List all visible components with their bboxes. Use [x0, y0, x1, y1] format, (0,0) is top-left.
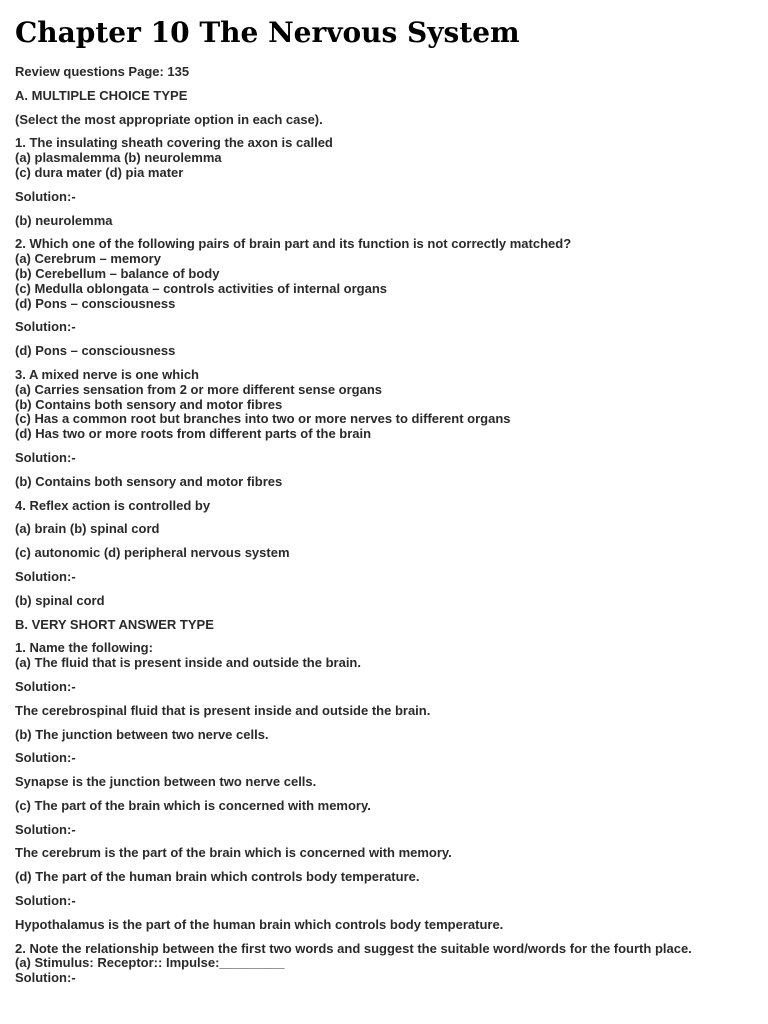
paragraph: [15, 704, 753, 719]
text-line: A. MULTIPLE CHOICE TYPE: [15, 87, 188, 103]
text-line: Solution:-: [15, 319, 76, 335]
paragraph: [15, 65, 753, 80]
paragraph: [15, 522, 753, 537]
text-line: (c) Medulla oblongata – controls activities of internal organs: [15, 280, 388, 296]
text-line: Solution:-: [15, 568, 76, 584]
text-line: (d) Pons – consciousness: [15, 295, 176, 311]
text-line: Solution:-: [15, 188, 76, 204]
text-line: The cerebrum is the part of the brain which is concerned with memory.: [15, 845, 452, 861]
paragraph: [15, 680, 753, 695]
document-body: [15, 65, 753, 986]
text-line: (a) brain (b) spinal cord: [15, 521, 160, 537]
text-line: 1. Name the following:: [15, 640, 153, 656]
text-line: 3. A mixed nerve is one which: [15, 366, 199, 382]
paragraph: [15, 451, 753, 466]
text-line: (a) Cerebrum – memory: [15, 251, 161, 267]
text-line: (b) Contains both sensory and motor fibres: [15, 396, 283, 412]
paragraph: [15, 320, 753, 335]
paragraph: [15, 918, 753, 933]
paragraph: [15, 775, 753, 790]
text-line: (d) Has two or more roots from different parts of the brain: [15, 426, 372, 442]
paragraph: [15, 823, 753, 838]
text-line: Solution:-: [15, 750, 76, 766]
paragraph: [15, 368, 753, 442]
text-line: Review questions Page: 135: [15, 64, 190, 79]
text-line: (a) The fluid that is present inside and outside the brain.: [15, 655, 361, 671]
text-line: (b) The junction between two nerve cells.: [15, 726, 269, 742]
text-line: (Select the most appropriate option in each case).: [15, 111, 323, 127]
chapter-title: Chapter 10 The Nervous System: [15, 16, 520, 49]
text-line: (d) The part of the human brain which controls body temperature.: [15, 869, 420, 885]
paragraph: [15, 846, 753, 861]
paragraph: [15, 136, 753, 180]
text-line: Solution:-: [15, 821, 76, 837]
text-line: (c) The part of the brain which is concerned with memory.: [15, 797, 371, 813]
paragraph: [15, 870, 753, 885]
paragraph: [15, 237, 753, 311]
text-line: (b) spinal cord: [15, 592, 105, 608]
paragraph: [15, 190, 753, 205]
text-line: Solution:-: [15, 678, 76, 694]
text-line: Synapse is the junction between two nerve cells.: [15, 774, 317, 790]
text-line: 1. The insulating sheath covering the axon is called: [15, 135, 333, 151]
document-page: [15, 14, 753, 986]
text-line: Solution:-: [15, 449, 76, 465]
paragraph: [15, 942, 753, 986]
text-line: (b) Cerebellum – balance of body: [15, 265, 220, 281]
paragraph: [15, 344, 753, 359]
paragraph: [15, 546, 753, 561]
paragraph: [15, 728, 753, 743]
text-line: 4. Reflex action is controlled by: [15, 497, 211, 513]
text-line: (a) plasmalemma (b) neurolemma: [15, 150, 222, 166]
paragraph: [15, 641, 753, 671]
text-line: (a) Stimulus: Receptor:: Impulse:_________: [15, 955, 285, 971]
text-line: Solution:-: [15, 970, 76, 986]
text-line: (c) Has a common root but branches into two or more nerves to different organs: [15, 411, 511, 427]
paragraph: [15, 799, 753, 814]
text-line: (b) Contains both sensory and motor fibres: [15, 473, 283, 489]
text-line: Solution:-: [15, 893, 76, 909]
text-line: (a) Carries sensation from 2 or more different sense organs: [15, 381, 382, 397]
text-line: (d) Pons – consciousness: [15, 343, 176, 359]
paragraph: [15, 594, 753, 609]
text-line: Hypothalamus is the part of the human brain which controls body temperature.: [15, 916, 504, 932]
text-line: (c) dura mater (d) pia mater: [15, 164, 184, 180]
text-line: (c) autonomic (d) peripheral nervous system: [15, 545, 290, 561]
paragraph: [15, 570, 753, 585]
paragraph: [15, 618, 753, 633]
paragraph: [15, 89, 753, 104]
paragraph: [15, 751, 753, 766]
text-line: The cerebrospinal fluid that is present inside and outside the brain.: [15, 702, 431, 718]
text-line: B. VERY SHORT ANSWER TYPE: [15, 616, 214, 632]
paragraph: [15, 894, 753, 909]
text-line: 2. Which one of the following pairs of brain part and its function is not correctly matched?: [15, 236, 572, 252]
text-line: 2. Note the relationship between the first two words and suggest the suitable word/words for the fourth place.: [15, 940, 692, 956]
paragraph: [15, 214, 753, 229]
paragraph: [15, 499, 753, 514]
text-line: (b) neurolemma: [15, 212, 113, 228]
paragraph: [15, 475, 753, 490]
paragraph: [15, 113, 753, 128]
